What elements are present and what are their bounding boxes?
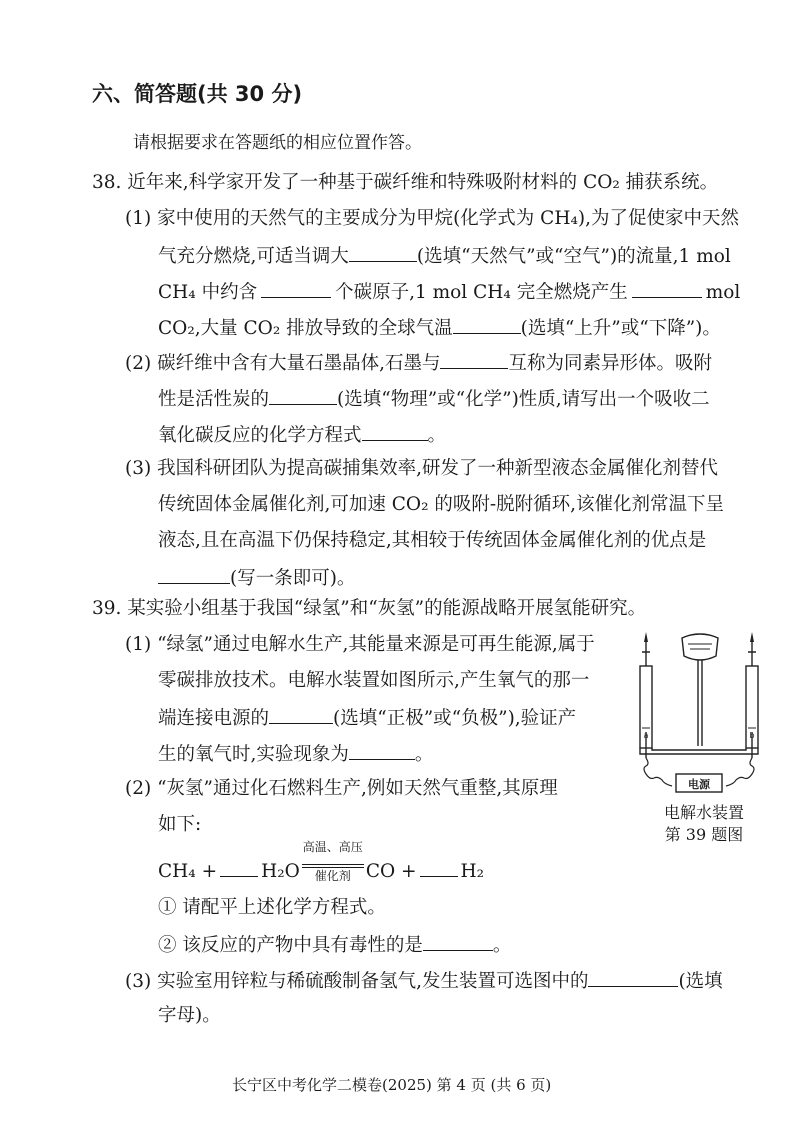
q39-part3-line1: (3) 实验室用锌粒与稀硫酸制备氢气,发生装置可选图中的 (选填 — [125, 968, 723, 994]
q39-part1-line2: 零碳排放技术。电解水装置如图所示,产生氧气的那一 — [158, 670, 590, 691]
answer-blank[interactable] — [453, 315, 521, 334]
q39-part2-line2: 如下: — [158, 814, 202, 835]
reaction-condition: 高温、高压 催化剂 — [302, 840, 363, 883]
page-footer: 长宁区中考化学二模卷(2025) 第 4 页 (共 6 页) — [232, 1076, 552, 1094]
q39-part3-line2: 字母)。 — [158, 1005, 221, 1026]
q39-part2-line1: (2) “灰氢”通过化石燃料生产,例如天然气重整,其原理 — [125, 778, 558, 799]
q38-part3-line3: 液态,且在高温下仍保持稳定,其相较于传统固体金属催化剂的优点是 — [158, 530, 707, 551]
q39-subq2: ② 该反应的产物中具有毒性的是 。 — [158, 932, 511, 958]
answer-blank[interactable] — [588, 968, 678, 987]
q38-part1-line3: CH₄ 中约含 个碳原子,1 mol CH₄ 完全燃烧产生 mol — [158, 279, 740, 305]
answer-blank[interactable] — [423, 932, 493, 951]
q38-part1-line1: (1) 家中使用的天然气的主要成分为甲烷(化学式为 CH₄),为了促使家中天然 — [125, 208, 739, 229]
q38-stem: 38. 近年来,科学家开发了一种基于碳纤维和特殊吸附材料的 CO₂ 捕获系统。 — [92, 172, 719, 193]
q39-subq1: ① 请配平上述化学方程式。 — [158, 897, 386, 918]
q38-part3-line1: (3) 我国科研团队为提高碳捕集效率,研发了一种新型液态金属催化剂替代 — [125, 458, 718, 479]
coefficient-blank[interactable] — [220, 858, 258, 877]
section-instruction: 请根据要求在答题纸的相应位置作答。 — [133, 133, 422, 153]
q38-part1-line2: 气充分燃烧,可适当调大 (选填“天然气”或“空气”)的流量,1 mol — [158, 243, 731, 269]
power-source-label: 电源 — [688, 778, 710, 791]
electrolysis-apparatus-figure — [630, 628, 770, 798]
tube-a-label: a — [643, 731, 649, 740]
answer-blank[interactable] — [269, 386, 337, 405]
q38-part3-line2: 传统固体金属催化剂,可加速 CO₂ 的吸附-脱附循环,该催化剂常温下呈 — [158, 494, 725, 515]
answer-blank[interactable] — [158, 565, 230, 584]
q38-part2-line2: 性是活性炭的 (选填“物理”或“化学”)性质,请写出一个吸收二 — [158, 386, 710, 412]
answer-blank[interactable] — [632, 279, 702, 298]
q39-equation: CH₄ + H₂O 高温、高压 催化剂 CO + H₂ — [158, 840, 485, 883]
figure-caption-number: 第 39 题图 — [664, 825, 744, 844]
q39-part1-line3: 端连接电源的 (选填“正极”或“负极”),验证产 — [158, 705, 576, 731]
answer-blank[interactable] — [349, 243, 417, 262]
section-title: 六、简答题(共 30 分) — [92, 82, 303, 106]
coefficient-blank[interactable] — [420, 858, 458, 877]
answer-blank[interactable] — [362, 422, 428, 441]
q39-stem: 39. 某实验小组基于我国“绿氢”和“灰氢”的能源战略开展氢能研究。 — [92, 598, 647, 619]
q38-part2-line1: (2) 碳纤维中含有大量石墨晶体,石墨与 互称为同素异形体。吸附 — [125, 350, 712, 376]
q38-part3-line4: (写一条即可)。 — [158, 565, 355, 591]
q39-part1-line1: (1) “绿氢”通过电解水生产,其能量来源是可再生能源,属于 — [125, 634, 595, 655]
q38-part2-line3: 氧化碳反应的化学方程式 。 — [158, 422, 446, 448]
answer-blank[interactable] — [269, 705, 333, 724]
answer-blank[interactable] — [440, 350, 508, 369]
q39-part1-line4: 生的氧气时,实验现象为 。 — [158, 741, 433, 767]
answer-blank[interactable] — [261, 279, 331, 298]
answer-blank[interactable] — [349, 741, 415, 760]
q38-part1-line4: CO₂,大量 CO₂ 排放导致的全球气温 (选填“上升”或“下降”)。 — [158, 315, 721, 341]
tube-b-label: b — [749, 731, 755, 740]
figure-caption-title: 电解水装置 — [663, 803, 744, 822]
